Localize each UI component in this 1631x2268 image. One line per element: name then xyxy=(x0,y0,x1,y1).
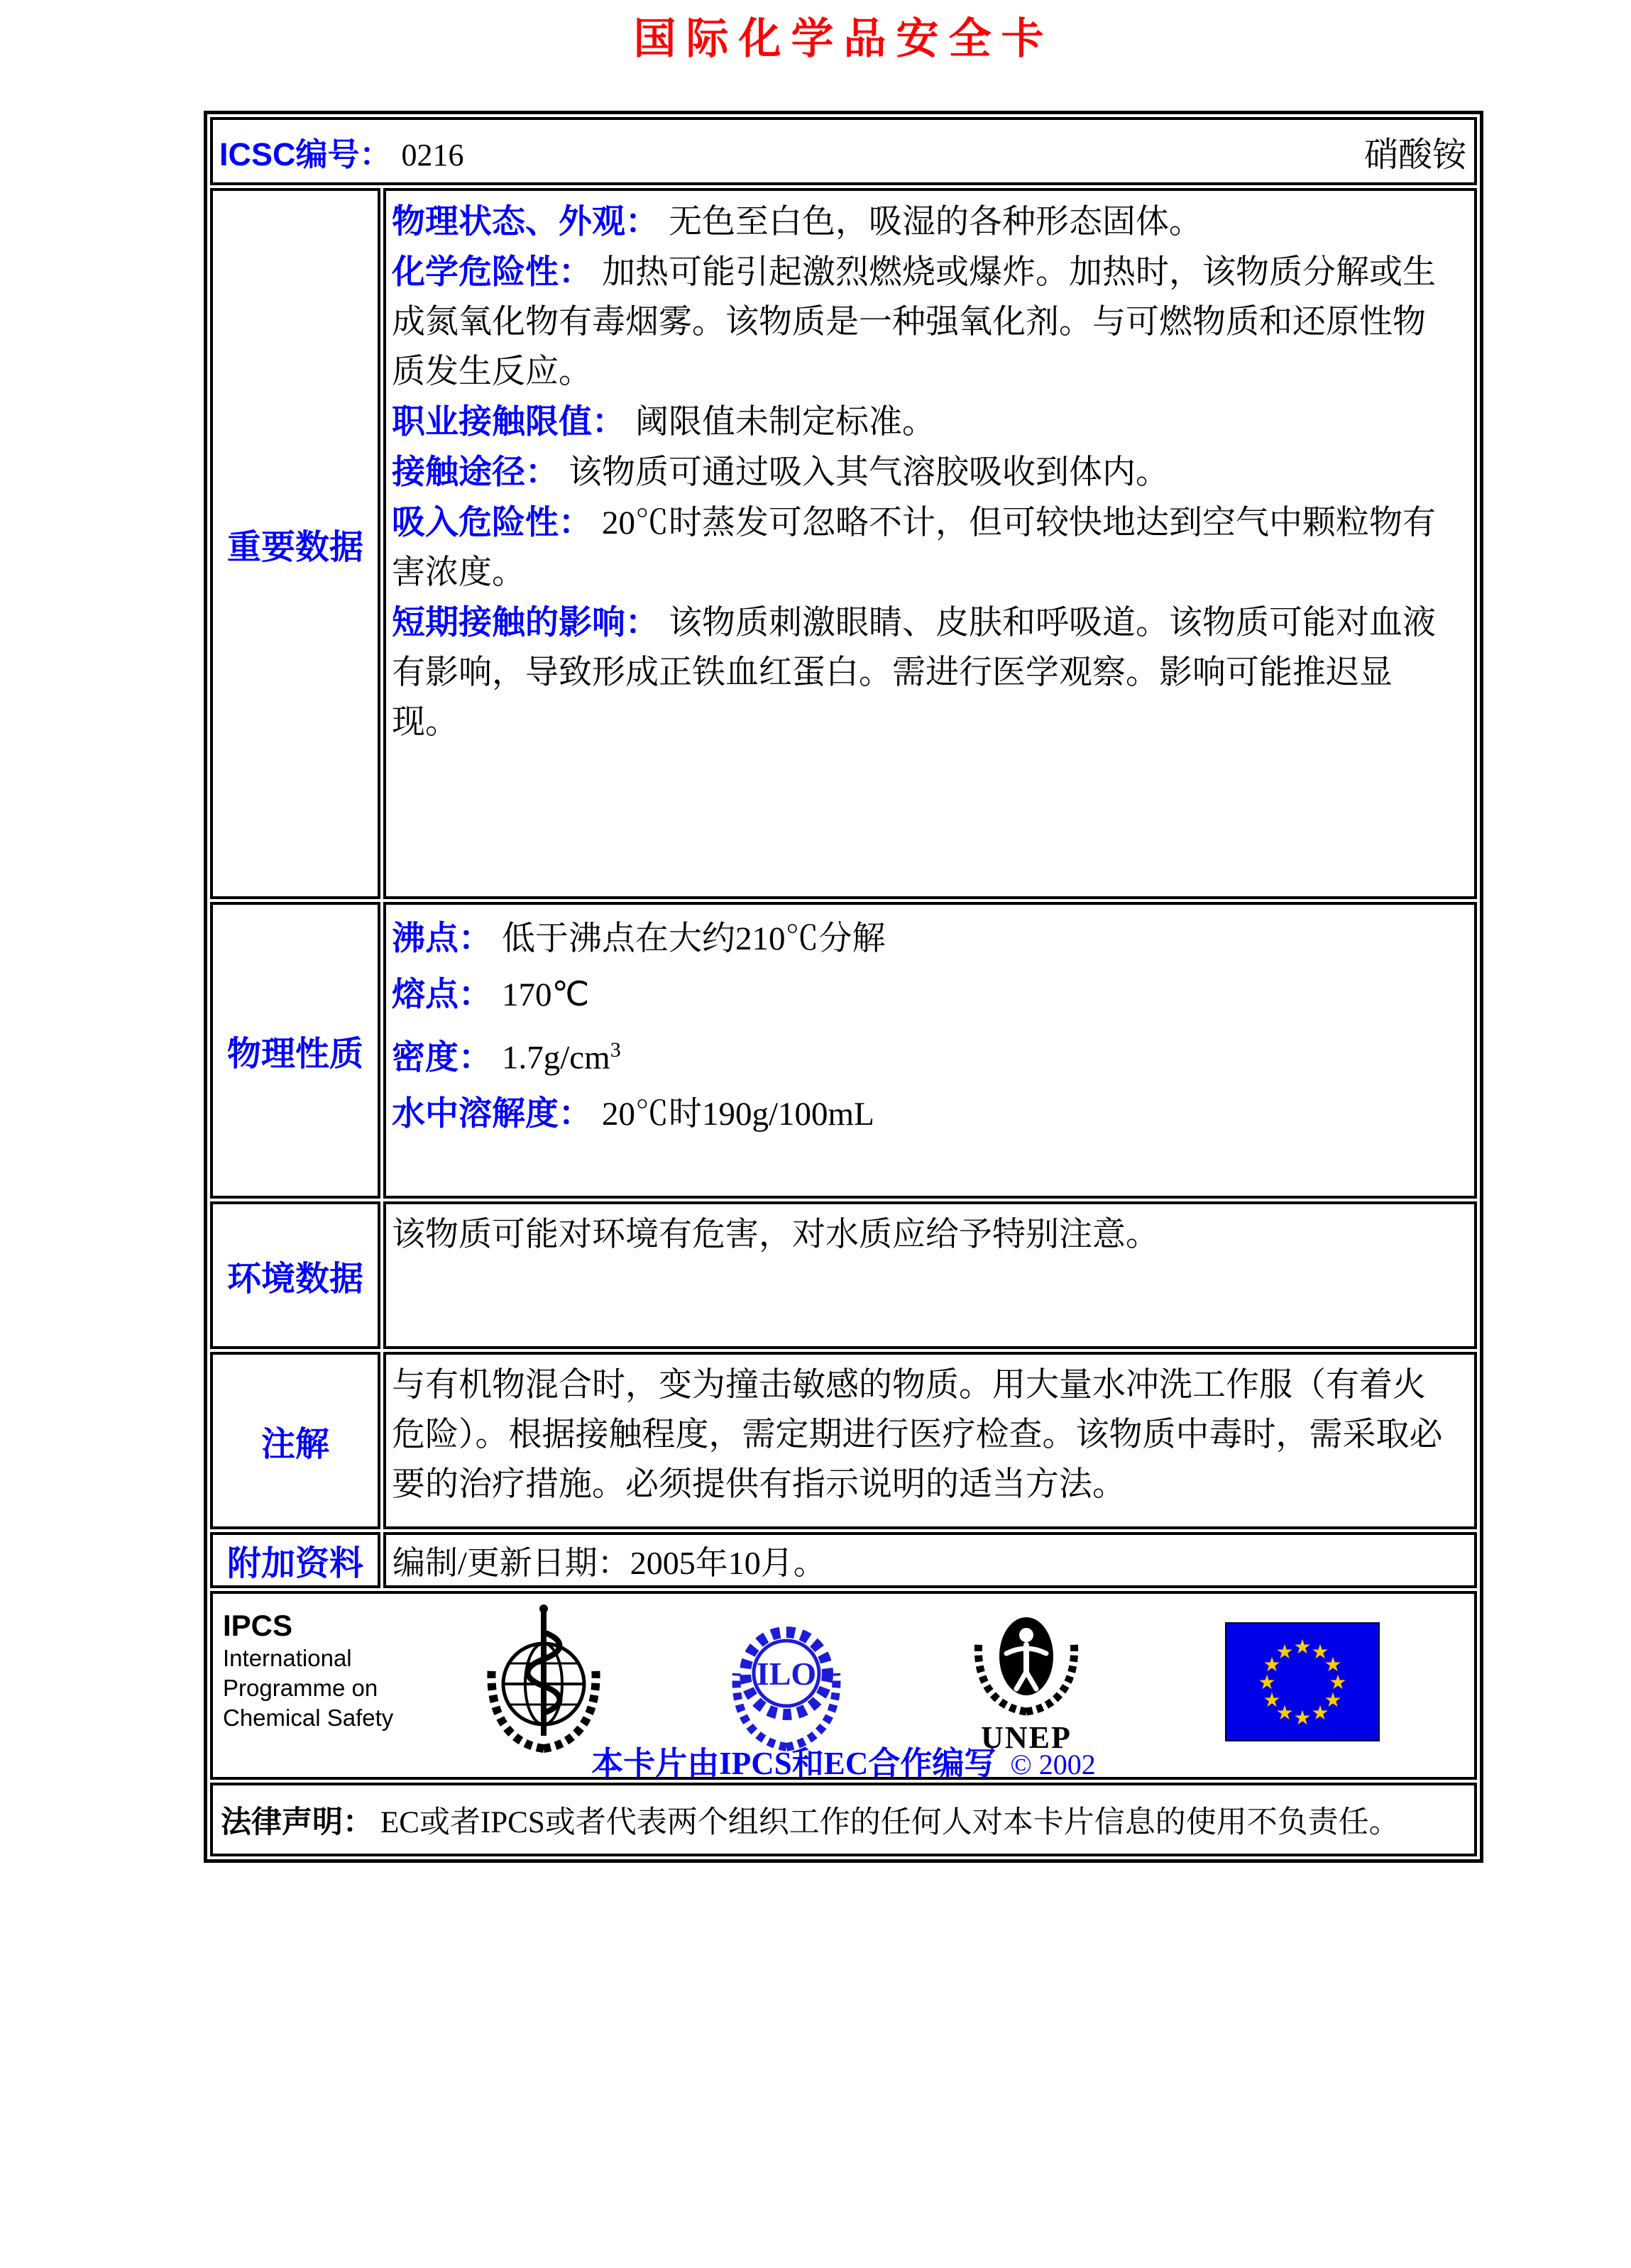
ipcs-text-block xyxy=(223,1608,393,1733)
legal-cell xyxy=(210,1783,1477,1856)
important-data-row xyxy=(210,188,1477,899)
important-data-item xyxy=(392,197,1446,247)
icsc-number-label: ICSC编号： xyxy=(219,136,392,172)
physical-properties-row xyxy=(210,902,1477,1199)
item-text: 加热可能引起激烈燃烧或爆炸。加热时，该物质分解或生成氮氧化物有毒烟雾。该物质是一种强氧化剂。与可燃物质和还原性物质发生反应。 xyxy=(392,254,1436,390)
item-label: 沸点： xyxy=(392,919,492,957)
additional-info-label-cell xyxy=(210,1532,380,1588)
legal-row xyxy=(210,1783,1477,1856)
physical-property-item xyxy=(392,1023,1446,1086)
physical-property-item xyxy=(392,910,1446,967)
svg-text:★: ★ xyxy=(1263,1654,1281,1676)
physical-properties-label-cell xyxy=(210,902,380,1199)
item-label: 密度： xyxy=(392,1037,492,1076)
item-text: 无色至白色，吸湿的各种形态固体。 xyxy=(669,204,1202,241)
caption-text: 本卡片由IPCS和EC合作编写 xyxy=(591,1746,996,1780)
notes-text: 与有机物混合时，变为撞击敏感的物质。用大量水冲洗工作服（有着火危险）。根据接触程度，需定期进行医疗检查。该物质中毒时，需采取必要的治疗措施。必须提供有指示说明的适当方法。 xyxy=(392,1367,1443,1503)
important-data-item xyxy=(392,497,1446,598)
header-row xyxy=(210,117,1477,185)
important-data-item xyxy=(392,397,1446,447)
physical-properties-content-cell xyxy=(383,902,1477,1199)
additional-info-content-cell xyxy=(383,1532,1477,1588)
icsc-card-table xyxy=(204,111,1483,1863)
important-data-item xyxy=(392,598,1446,747)
ipcs-line: Programme on xyxy=(223,1675,378,1701)
section-label: 物理性质 xyxy=(226,1035,363,1073)
chemical-name: 硝酸铵 xyxy=(1363,136,1466,174)
item-text: 1.7g/cm xyxy=(502,1039,610,1077)
section-label: 重要数据 xyxy=(226,528,363,566)
environmental-data-label-cell xyxy=(210,1201,380,1349)
ipcs-line: International xyxy=(223,1645,352,1671)
svg-text:★: ★ xyxy=(1329,1672,1347,1694)
item-text: 阈限值未制定标准。 xyxy=(635,404,935,441)
important-data-item xyxy=(392,247,1446,397)
svg-text:★: ★ xyxy=(1311,1702,1329,1724)
svg-text:★: ★ xyxy=(1324,1690,1342,1712)
header-cell xyxy=(210,117,1477,185)
legal-notice-label: 法律声明： xyxy=(221,1805,373,1839)
ilo-label: ILO xyxy=(756,1656,817,1692)
logos-cell xyxy=(210,1591,1477,1780)
notes-content-cell xyxy=(383,1352,1477,1529)
item-label: 水中溶解度： xyxy=(392,1094,592,1132)
item-label: 熔点： xyxy=(392,975,492,1013)
important-data-item xyxy=(392,447,1446,497)
item-text: 该物质刺激眼睛、皮肤和呼吸道。该物质可能对血液有影响，导致形成正铁血红蛋白。需进行医学观察。影响可能推迟显现。 xyxy=(392,605,1436,741)
item-label: 物理状态、外观： xyxy=(392,202,659,240)
unep-logo-block xyxy=(962,1604,1090,1755)
legal-notice-text: EC或者IPCS或者代表两个组织工作的任何人对本卡片信息的使用不负责任。 xyxy=(380,1805,1400,1839)
who-logo-icon xyxy=(473,1601,615,1758)
item-label: 接触途径： xyxy=(392,453,559,490)
cooperation-caption xyxy=(213,1737,1474,1780)
svg-text:★: ★ xyxy=(1258,1672,1276,1694)
physical-property-item xyxy=(392,1086,1446,1142)
svg-text:★: ★ xyxy=(1311,1641,1329,1663)
item-text: 低于沸点在大约210℃分解 xyxy=(502,920,886,957)
notes-row xyxy=(210,1352,1477,1529)
svg-text:★: ★ xyxy=(1263,1690,1281,1712)
item-label: 化学危险性： xyxy=(392,253,592,290)
section-label: 注解 xyxy=(260,1425,329,1463)
logos-row xyxy=(210,1591,1477,1780)
section-label: 环境数据 xyxy=(226,1260,363,1298)
important-data-label-cell xyxy=(210,188,380,899)
icsc-number-value: 0216 xyxy=(401,137,464,172)
copyright-text: © 2002 xyxy=(1010,1749,1096,1780)
svg-text:★: ★ xyxy=(1293,1707,1312,1729)
additional-info-row xyxy=(210,1532,1477,1588)
important-data-content-cell xyxy=(383,188,1477,899)
ipcs-acronym: IPCS xyxy=(223,1609,293,1642)
unep-logo-icon xyxy=(962,1604,1090,1717)
notes-label-cell xyxy=(210,1352,380,1529)
svg-text:★: ★ xyxy=(1324,1654,1342,1676)
svg-text:★: ★ xyxy=(1275,1641,1294,1663)
environmental-data-content-cell xyxy=(383,1201,1477,1349)
svg-text:★: ★ xyxy=(1275,1702,1294,1724)
environmental-data-row xyxy=(210,1201,1477,1349)
svg-text:★: ★ xyxy=(1293,1636,1312,1658)
item-label: 短期接触的影响： xyxy=(392,603,659,641)
item-text: 该物质可通过吸入其气溶胶吸收到体内。 xyxy=(569,454,1169,491)
item-text: 20℃时蒸发可忽略不计，但可较快地达到空气中颗粒物有害浓度。 xyxy=(392,505,1436,591)
page-title: 国际化学品安全卡 xyxy=(633,16,1054,62)
item-label: 吸入危险性： xyxy=(392,503,592,541)
density-superscript: 3 xyxy=(610,1038,621,1062)
item-label: 职业接触限值： xyxy=(392,402,625,440)
additional-info-text: 编制/更新日期：2005年10月。 xyxy=(392,1544,826,1581)
icsc-number-group xyxy=(219,128,464,175)
item-text: 170℃ xyxy=(502,976,590,1013)
ipcs-line: Chemical Safety xyxy=(223,1705,394,1731)
eu-flag-icon xyxy=(1225,1622,1380,1741)
item-text: 20℃时190g/100mL xyxy=(602,1095,874,1133)
environmental-data-text: 该物质可能对环境有危害，对水质应给予特别注意。 xyxy=(392,1216,1159,1253)
physical-property-item xyxy=(392,967,1446,1023)
ilo-logo-icon xyxy=(721,1608,852,1754)
unep-label: UNEP xyxy=(981,1720,1072,1755)
section-label: 附加资料 xyxy=(226,1545,363,1582)
